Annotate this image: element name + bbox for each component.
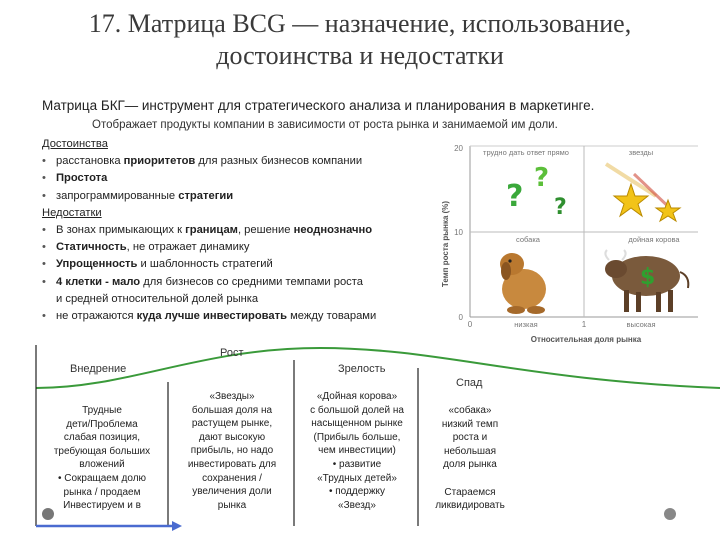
column-stars: «Звезды» большая доля на растущем рынке, дают высокую прибыль, но надо инвестировать для сохранения / увеличения доли рынка — [187, 391, 277, 511]
cow-icon — [605, 250, 688, 312]
intro-definition: — инструмент для стратегического анализа и планирования в маркетинге. — [124, 98, 595, 113]
title-line-1: 17. Матрица BCG — назначение, использование, — [88, 9, 632, 38]
x-low-label: низкая — [514, 320, 538, 329]
stage-decline: Спад — [456, 377, 483, 389]
x-high-label: высокая — [626, 320, 656, 329]
disadvantage-item-continuation: и средней относительной долей рынка — [56, 292, 259, 305]
pros-cons-list — [42, 136, 462, 325]
intro-term: Матрица БКГ — [42, 98, 125, 113]
bcg-matrix-diagram — [436, 134, 706, 349]
disadvantages-heading: Недостатки — [42, 206, 102, 219]
y-tick-bottom: 0 — [458, 313, 463, 322]
svg-text:$: $ — [640, 265, 656, 290]
title-line-2: достоинства и недостатки — [216, 41, 504, 70]
column-dog: «собака» низкий темп роста и небольшая доля рынка Стараемся ликвидировать — [435, 405, 505, 512]
advantage-item: • Простота — [42, 170, 462, 187]
intro-line-2: Отображает продукты компании в зависимости от роста рынка и занимаемой им доли. — [92, 119, 558, 131]
slide-bullet-right-icon — [664, 508, 676, 520]
column-problem-children: Трудные дети/Проблема слабая позиция, требующая больших вложений • Сокращаем долю рынка / продаем Инвестируем и в — [53, 405, 151, 512]
question-mark-icon — [506, 163, 567, 220]
advantage-item: • запрограммированные стратегии — [42, 188, 462, 205]
y-tick-mid: 10 — [454, 228, 463, 237]
intro-line — [42, 98, 594, 113]
disadvantage-item: • В зонах примыкающих к границам, решение неоднозначно — [42, 222, 462, 239]
y-axis-label: Темп роста рынка (%) — [441, 200, 450, 288]
svg-text:?: ? — [534, 163, 550, 193]
quadrant-question-label: трудно дать ответ прямо — [483, 148, 569, 157]
x-tick-left: 0 — [467, 320, 473, 329]
dog-icon — [500, 253, 546, 314]
advantages-heading: Достоинства — [42, 138, 108, 150]
advantage-item: • расстановка приоритетов для разных бизнесов компании — [42, 153, 462, 170]
stage-maturity: Зрелость — [338, 363, 386, 375]
quadrant-dogs-label: собака — [516, 235, 540, 244]
slide-title — [0, 8, 720, 72]
disadvantage-item: • Статичность, не отражает динамику — [42, 239, 462, 256]
x-tick-mid: 1 — [581, 320, 587, 329]
disadvantage-item: • не отражаются куда лучше инвестировать между товарами — [42, 308, 462, 325]
svg-text:?: ? — [554, 195, 567, 220]
y-tick-top: 20 — [454, 144, 463, 153]
disadvantage-item: • Упрощенность и шаблонность стратегий — [42, 256, 462, 273]
slide-bullet-left-icon — [42, 508, 54, 520]
x-axis-label: Относительная доля рынка — [530, 335, 642, 344]
quadrant-cow-label: дойная корова — [628, 235, 680, 244]
quadrant-stars-label: звезды — [628, 148, 654, 157]
star-icon — [606, 164, 680, 221]
svg-text:?: ? — [506, 179, 524, 214]
stage-introduction: Внедрение — [70, 363, 127, 375]
disadvantage-item: • 4 клетки - мало для бизнесов со средними темпами роста — [42, 274, 462, 291]
stage-growth: Рост — [220, 347, 244, 359]
column-cash-cow: «Дойная корова» с большой долей на насыщенном рынке (Прибыль больше, чем инвестиции) • развитие «Трудных детей» • поддержку «Звезд» — [310, 391, 404, 511]
